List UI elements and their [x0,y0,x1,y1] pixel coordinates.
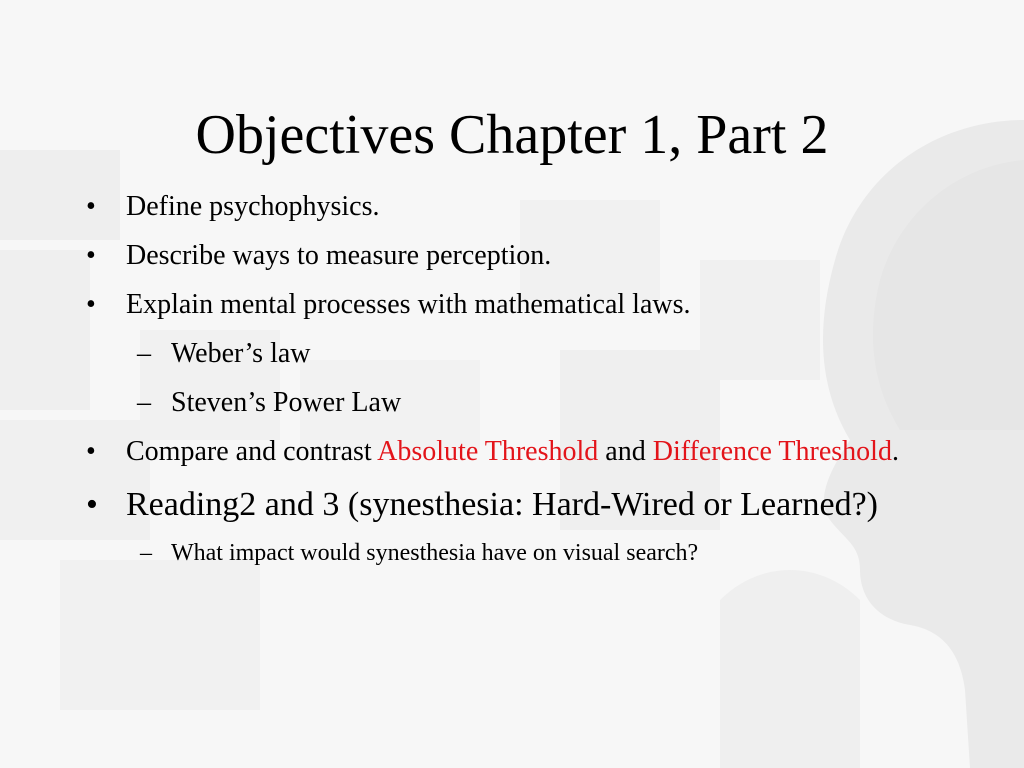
list-item [0,288,1024,322]
bullet-text: Describe ways to measure perception. [126,240,552,271]
bullet-text-middle: and [598,436,653,467]
list-item [0,484,1024,526]
sub-bullet-text: Weber’s law [171,338,311,369]
dash-marker: – [137,387,151,418]
bullet-marker: • [86,240,96,271]
bullet-text-prefix: Compare and contrast [126,436,378,467]
dash-marker: – [137,338,151,369]
bullet-text: Explain mental processes with mathematical laws. [126,289,691,320]
objectives-list [0,190,1024,583]
list-item [0,435,1024,469]
sub-list-item [0,337,1024,371]
bullet-marker: • [86,289,96,320]
list-item [0,239,1024,273]
bullet-marker: • [86,486,98,523]
list-item [0,190,1024,224]
sub-list-item [0,538,1024,568]
bullet-marker: • [86,436,96,467]
sub-bullet-text: Steven’s Power Law [171,387,402,418]
sub-bullet-text: What impact would synesthesia have on visual search? [171,540,699,566]
slide-title: Objectives Chapter 1, Part 2 [195,104,829,166]
dash-marker: – [140,540,152,566]
bullet-text-suffix: . [891,436,899,467]
bullet-text: Reading2 and 3 (synesthesia: Hard-Wired or Learned?) [126,486,879,523]
sub-list-item [0,386,1024,420]
absolute-threshold-term: Absolute Threshold [377,436,599,467]
bullet-marker: • [86,191,96,222]
difference-threshold-term: Difference Threshold [652,436,892,467]
bullet-text: Define psychophysics. [126,191,380,222]
